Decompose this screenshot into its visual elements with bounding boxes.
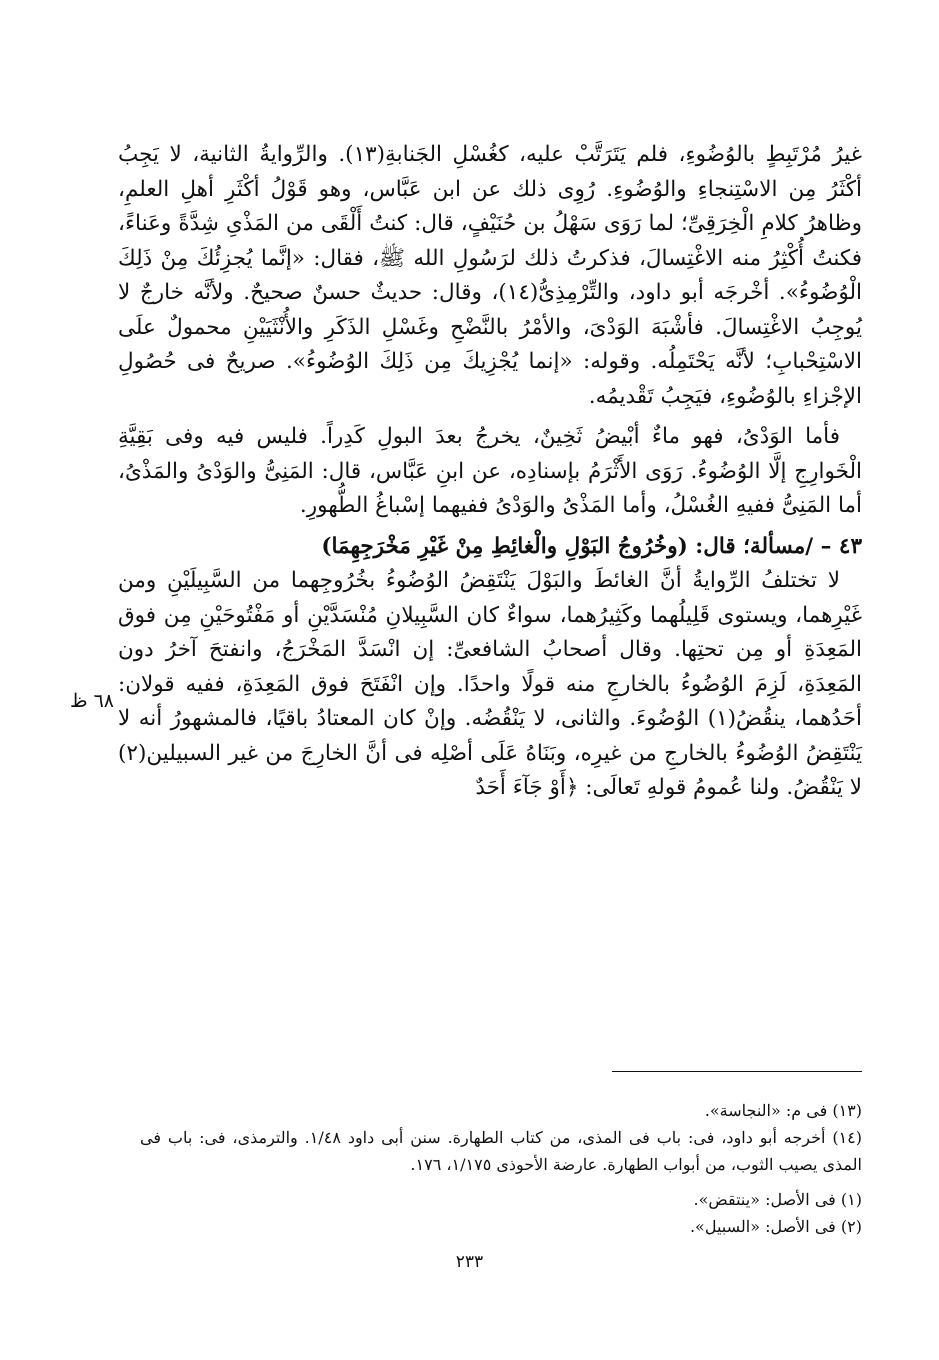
paragraph-2: فأما الوَدْىُ، فهو ماءٌ أبْيضُ ثَخِينٌ، يخرجُ بعدَ البولِ كَدِراً. فليس فيه وفى بَقِيَّةِ الْخَوارِجِ إلَّا الوُضُوءُ. رَوَى الأَثْرَمُ بإسنادِه، عن ابنِ عَبَّاس، قال: المَنِىُّ والوَدْىُ والمَذْىُ، أما المَنِىُّ ففيهِ الغُسْلُ، وأما المَذْىُ والوَدْىُ ففيهما إسْباغُ الطُّهورِ. — [118, 424, 862, 518]
manuscript-folio-note: ٦٨ ظ — [69, 690, 115, 712]
footnote-divider — [612, 1071, 862, 1072]
paragraph-1: غيرُ مُرْتَبِطٍ بالوُضُوءِ، فلم يَتَرَتَّبْ عليه، كغُسْلِ الجَنابةِ(١٣). والرِّوايةُ الثانية، لا يَجِبُ أكْثَرُ مِن الاسْتِنجاءِ والوُضُوءِ. رُوِى ذلك عن ابن عَبَّاس، وهو قَوْلُ أكْثَرِ أهلِ العلمِ، وظاهرُ كلامِ الْخِرَقِىِّ؛ لما رَوَى سَهْلُ بن حُنَيْفٍ، قال: كنتُ أَلْقَى من المَذْىِ شِدَّةً وعَناءً، فكنتُ أُكْثِرُ منه الاغْتِسالَ، فذكرتُ ذلك لرَسُولِ الله ﷺ، فقال: «إنَّما يُجزِئُكَ مِنْ ذَلِكَ الْوُضُوءُ». أخْرجَه أبو داود، والتِّرْمِذِىُّ(١٤)، وقال: حديثٌ حسنٌ صحيحٌ. ولأنَّه خارجٌ لا يُوجِبُ الاغْتِسالَ. فأشْبَهَ الوَدْىَ، والأمْرُ بالنَّضْحِ وغَسْلِ الذَكَرِ والأُنْثَيَيْنِ محمولٌ علَى الاسْتِحْبابِ؛ لأنَّه يَحْتَمِلُه. وقوله: «إنما يُجْزِيكَ مِن ذَلِكَ الوُضُوءُ». صريحٌ فى حُصُولِ الإجْزاءِ بالوُضُوءِ، فيَجِبُ تَقْديمُه. — [118, 142, 863, 409]
main-text — [118, 138, 862, 806]
section-heading — [118, 530, 862, 565]
footnote-14: (١٤) أخرجه أبو داود، فى: باب فى المذى، من كتاب الطهارة. سنن أبى داود ١/٤٨. والترمذى، فى: باب فى المذى يصيب الثوب، من أبواب الطهارة. عارضة الأحوذى ١/١٧٥، ١٧٦. — [140, 1128, 862, 1174]
section-number: ٤٣ — [838, 533, 862, 559]
footnotes — [140, 1097, 862, 1240]
footnote-1: (١) فى الأصل: «ينتقض». — [693, 1190, 862, 1209]
section-lead: – /مسألة؛ قال: — [687, 533, 832, 559]
section-quote: (وخُرُوجُ البَوْلِ والْغائِطِ مِنْ غَيْرِ مَخْرَجِهِمَا) — [321, 533, 688, 559]
footnote-13: (١٣) فى م: «النجاسة». — [704, 1101, 862, 1120]
paragraph-3: لا تختلفُ الرِّوايةُ أنَّ الغائطَ والبَوْلَ يَنْتَقِضُ الوُضُوءُ بخُرُوجِهما من السَّبِيلَيْنِ ومن غَيْرِهما، ويستوى قَلِيلُهما وكَثِيرُهما، سواءٌ كان السَّبِيلانِ مُنْسَدَّيْنِ أو مَفْتُوحَيْنِ مِن فوق المَعِدَةِ أو مِن تحتِها. وقال أصحابُ الشافعىِّ: إن انْسَدَّ المَخْرَجُ، وانفتحَ آخرُ دون المَعِدَةِ، لَزِمَ الوُضُوءُ بالخارجِ منه قولًا واحدًا. وإن انْفَتَحَ فوق المَعِدَةِ، ففيه قولان: أحَدُهما، ينقُضُ(١) الوُضُوءَ. والثانى، لا يَنْقُضُه. وإنْ كان المعتادُ باقيًا، فالمشهورُ أنه لا يَنْتَقِضُ الوُضُوءُ بالخارجِ من غيرِه، وبَنَاهُ عَلَى أصْلِه فى أنَّ الخارِجَ من غير السبيلين(٢) لا يَنْقُضُ. ولنا عُمومُ قولهِ تَعالَى: ﴿أَوْ جَآءَ أَحَدٌ — [118, 568, 862, 800]
page-number: ٢٣٣ — [455, 1252, 484, 1272]
footnote-2: (٢) فى الأصل: «السبيل». — [689, 1217, 862, 1236]
